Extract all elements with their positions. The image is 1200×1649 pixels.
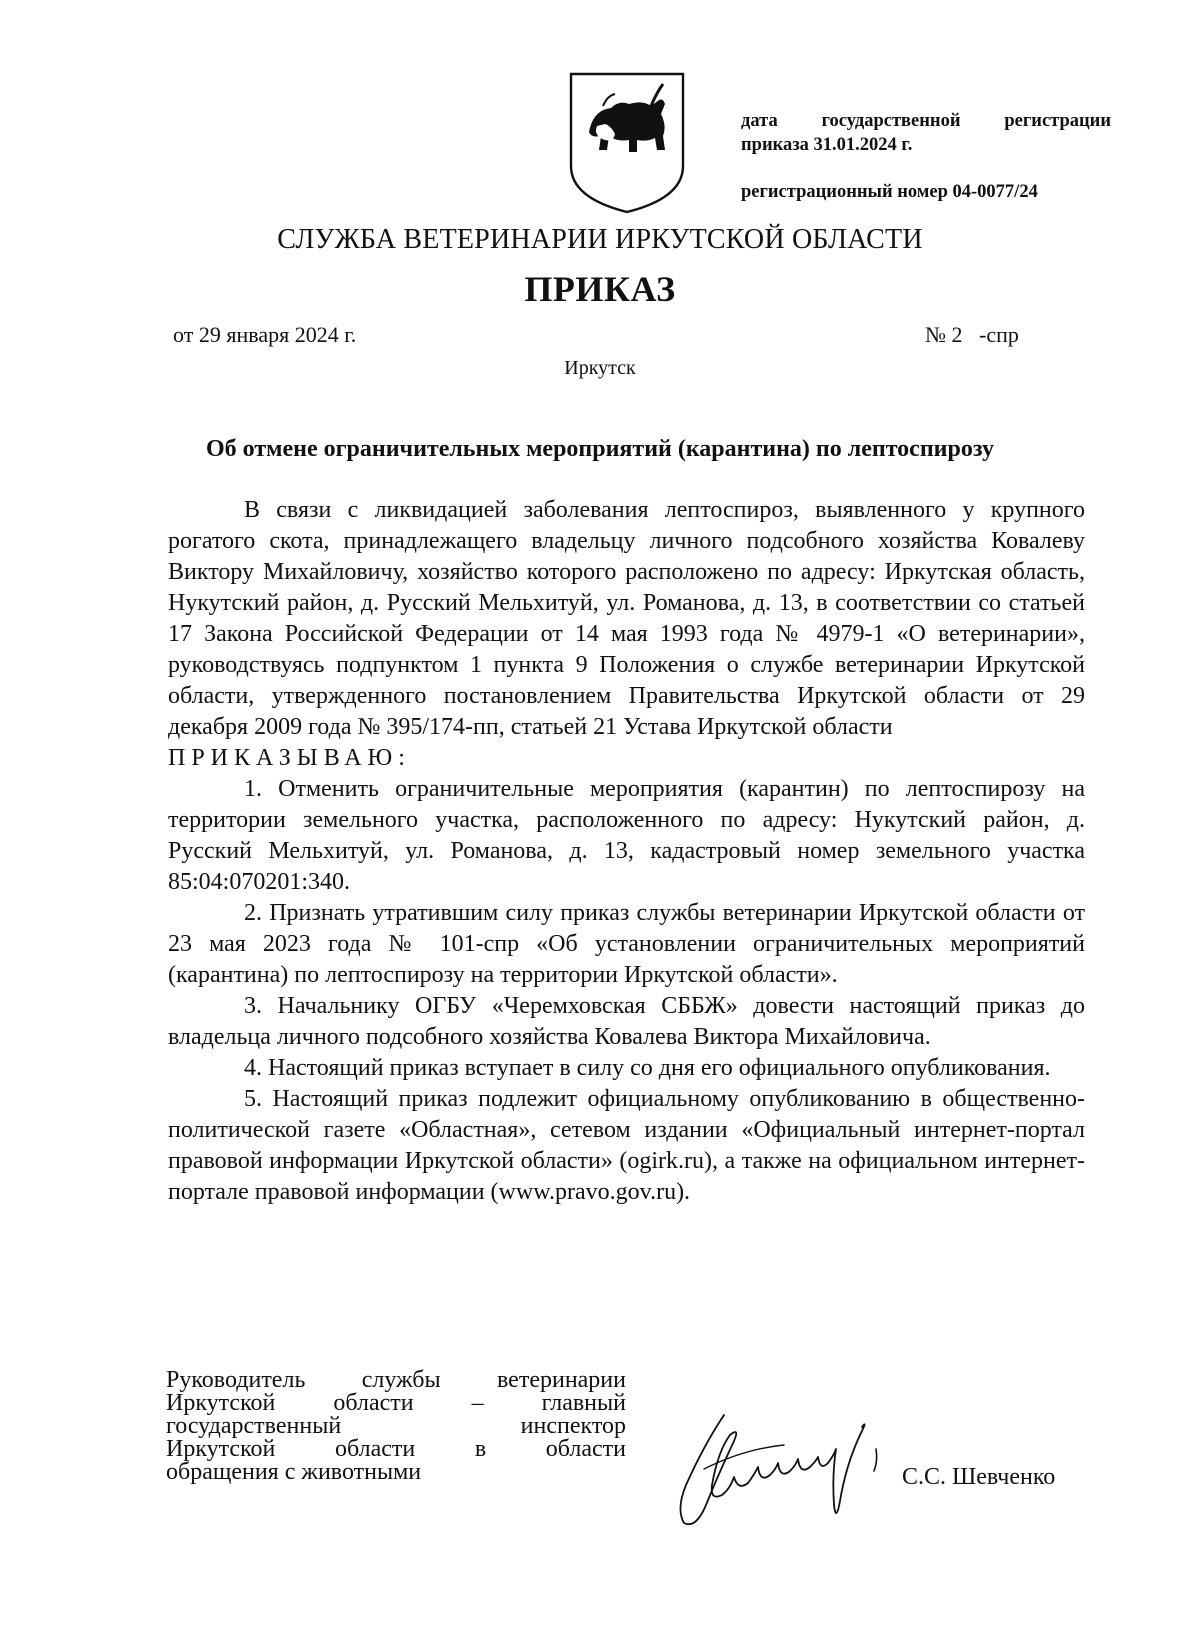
signatory-position-line: Руководитель службы ветеринарии	[166, 1367, 626, 1393]
registration-block	[741, 109, 1111, 204]
registration-number: регистрационный номер 04-0077/24	[741, 182, 1038, 202]
order-item-2: 2. Признать утратившим силу приказ службы ветеринарии Иркутской области от 23 мая 2023 года № 101-спр «Об установлении ограничительных мероприятий (карантина) по лептоспирозу на территории Иркутской области».	[168, 900, 1085, 988]
document-type-title: ПРИКАЗ	[524, 269, 676, 309]
order-item-5: 5. Настоящий приказ подлежит официальному опубликованию в общественно-политической газете «Областная», сетевом издании «Официальный интернет-портал правовой информации Иркутской области» (ogirk.ru), а также на официальном интернет-портале правовой информации (www.pravo.gov.ru).	[168, 1086, 1085, 1205]
document-number: № 2 -спр	[925, 322, 1019, 347]
order-item-4: 4. Настоящий приказ вступает в силу со дня его официального опубликования.	[244, 1055, 1051, 1081]
signatory-name: С.С. Шевченко	[902, 1464, 1056, 1490]
document-subject: Об отмене ограничительных мероприятий (карантина) по лептоспирозу	[206, 436, 994, 462]
registration-date: приказа 31.01.2024 г.	[741, 135, 913, 155]
preamble-paragraph: В связи с ликвидацией заболевания лептоспироз, выявленного у крупного рогатого скота, принадлежащего владельцу личного подсобного хозяйства Ковалеву Виктору Михайловичу, хозяйство которого расположено по адресу: Иркутская область, Нукутский район, д. Русский Мельхитуй, ул. Романова, д. 13, в соответствии со статьей 17 Закона Российской Федерации от 14 мая 1993 года № 4979-1 «О ветеринарии», руководствуясь подпунктом 1 пункта 9 Положения о службе ветеринарии Иркутской области, утвержденного постановлением Правительства Иркутской области от 29 декабря 2009 года № 395/174-пп, статьей 21 Устава Иркутской области	[168, 497, 1085, 740]
order-item-1: 1. Отменить ограничительные мероприятия (карантин) по лептоспирозу на территории земельного участка, расположенного по адресу: Нукутский район, д. Русский Мельхитуй, ул. Романова, д. 13, кадастровый номер земельного участка 85:04:070201:340.	[168, 776, 1085, 895]
signatory-position-line: государственный инспектор	[166, 1413, 626, 1439]
order-word: ПРИКАЗЫВАЮ:	[168, 745, 411, 771]
handwritten-signature	[664, 1405, 889, 1535]
order-item-3: 3. Начальнику ОГБУ «Черемховская СББЖ» довести настоящий приказ до владельца личного подсобного хозяйства Ковалева Виктора Михайловича.	[168, 993, 1085, 1050]
signatory-position	[166, 1369, 626, 1484]
document-city: Иркутск	[564, 357, 636, 379]
registration-date-label: дата государственной регистрации	[741, 111, 1111, 131]
signatory-position-line: Иркутской области – главный	[166, 1390, 626, 1416]
signatory-position-line: обращения с животными	[166, 1459, 422, 1485]
organization-name: СЛУЖБА ВЕТЕРИНАРИИ ИРКУТСКОЙ ОБЛАСТИ	[277, 224, 923, 255]
signatory-position-line: Иркутской области в области	[166, 1436, 626, 1462]
document-body	[168, 495, 1085, 1208]
coat-of-arms-emblem	[567, 70, 687, 216]
document-date: от 29 января 2024 г.	[173, 322, 357, 347]
